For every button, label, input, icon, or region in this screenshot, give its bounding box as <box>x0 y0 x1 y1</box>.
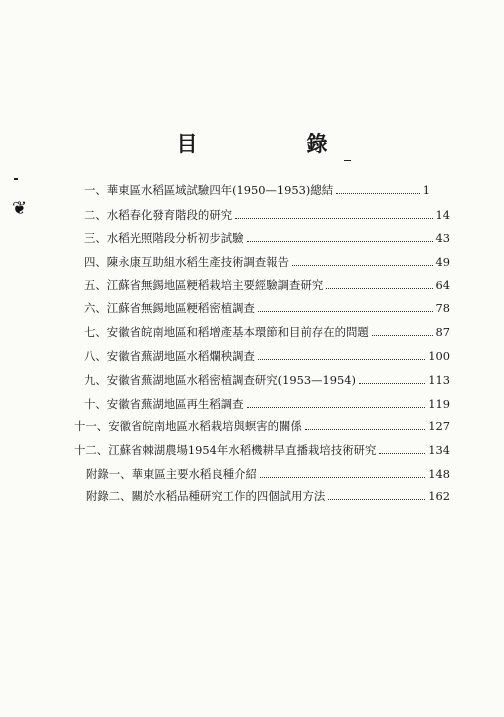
toc-entry-number: 附錄一、 <box>86 467 132 481</box>
dot-leader <box>359 383 425 384</box>
toc-entry-title: 關於水稻品種研究工作的四個試用方法 <box>131 489 326 503</box>
dot-leader <box>247 241 433 242</box>
toc-entry <box>86 464 450 484</box>
toc-entry <box>84 394 450 414</box>
dot-leader <box>260 477 425 478</box>
toc-entry-title: 安徽省皖南地區和稻增產基本環節和目前存在的問題 <box>106 325 369 339</box>
dot-leader <box>305 429 425 430</box>
toc-entry-page-number: 64 <box>435 278 450 292</box>
toc-entry-page-number: 1 <box>422 183 430 197</box>
scan-speck <box>14 178 18 180</box>
toc-entry-page-number: 87 <box>435 325 450 339</box>
toc-entry <box>84 205 450 225</box>
toc-entry-title: 江蘇省無錫地區粳稻密植調查 <box>106 301 255 315</box>
toc-entry-number: 三、 <box>84 231 107 245</box>
toc-entry <box>84 370 450 390</box>
toc-entry <box>84 228 450 248</box>
toc-entry-number: 五、 <box>84 278 107 292</box>
dot-leader <box>326 288 432 289</box>
toc-entry <box>84 180 430 200</box>
toc-entry-number: 附錄二、 <box>86 489 132 503</box>
toc-entry-title: 江蘇省無錫地區粳稻栽培主要經驗調查研究 <box>106 278 324 292</box>
toc-entry <box>74 440 450 460</box>
dot-leader <box>258 311 433 312</box>
toc-entry-page-number: 113 <box>428 373 450 387</box>
toc-entry-page-number: 148 <box>428 467 450 481</box>
toc-entry-number: 十一、 <box>74 419 109 433</box>
toc-entry-number: 八、 <box>84 349 107 363</box>
toc-entry-number: 四、 <box>84 255 107 269</box>
toc-entry-title: 江蘇省棘湖農場1954年水稻機耕旱直播栽培技術研究 <box>108 443 377 457</box>
toc-entry-page-number: 78 <box>435 301 450 315</box>
scan-smudge-mark: ❦ <box>12 198 28 219</box>
dot-leader <box>372 335 433 336</box>
toc-entry-page-number: 100 <box>428 349 450 363</box>
toc-entry-page-number: 134 <box>428 443 450 457</box>
toc-entry-number: 一、 <box>84 183 107 197</box>
toc-entry <box>84 298 450 318</box>
toc-entry <box>74 416 450 436</box>
toc-entry-title: 水稻光照階段分析初步試驗 <box>106 231 244 245</box>
dot-leader <box>247 407 426 408</box>
dot-leader <box>336 193 420 194</box>
toc-entry-page-number: 119 <box>428 397 450 411</box>
toc-entry-title: 安徽省皖南地區水稻栽培與螟害的關係 <box>108 419 302 433</box>
dot-leader <box>379 453 425 454</box>
toc-entry <box>84 275 450 295</box>
toc-entry-number: 二、 <box>84 208 107 222</box>
toc-entry-page-number: 49 <box>435 255 450 269</box>
dot-leader <box>328 499 425 500</box>
toc-entry-title: 水稻春化發育階段的研究 <box>106 208 233 222</box>
toc-entry-title: 安徽省蕪湖地區水稻密植調查研究(1953—1954) <box>106 373 356 387</box>
toc-entry <box>86 486 450 506</box>
toc-entry-number: 六、 <box>84 301 107 315</box>
toc-entry-title: 華東區主要水稻良種介紹 <box>131 467 257 481</box>
page-title: 目 錄 <box>176 131 372 156</box>
toc-entry-title: 安徽省蕪湖地區再生稻調查 <box>106 397 244 411</box>
toc-entry-number: 十、 <box>84 397 107 411</box>
toc-entry <box>84 346 450 366</box>
toc-entry <box>84 322 450 342</box>
toc-entry-page-number: 43 <box>435 231 450 245</box>
toc-entry-number: 七、 <box>84 325 107 339</box>
dot-leader <box>258 359 425 360</box>
toc-entry <box>84 252 450 272</box>
toc-entry-number: 九、 <box>84 373 107 387</box>
toc-entry-title: 陳永康互助組水稻生產技術調查報告 <box>106 255 290 269</box>
scan-speck <box>344 160 351 161</box>
dot-leader <box>235 218 432 219</box>
dot-leader <box>292 265 432 266</box>
toc-entry-title: 華東區水稻區域試驗四年(1950—1953)總結 <box>106 183 334 197</box>
toc-entry-number: 十二、 <box>74 443 109 457</box>
toc-entry-page-number: 127 <box>428 419 450 433</box>
toc-entry-page-number: 162 <box>428 489 450 503</box>
toc-entry-page-number: 14 <box>435 208 450 222</box>
toc-entry-title: 安徽省蕪湖地區水稻爛秧調查 <box>106 349 255 363</box>
